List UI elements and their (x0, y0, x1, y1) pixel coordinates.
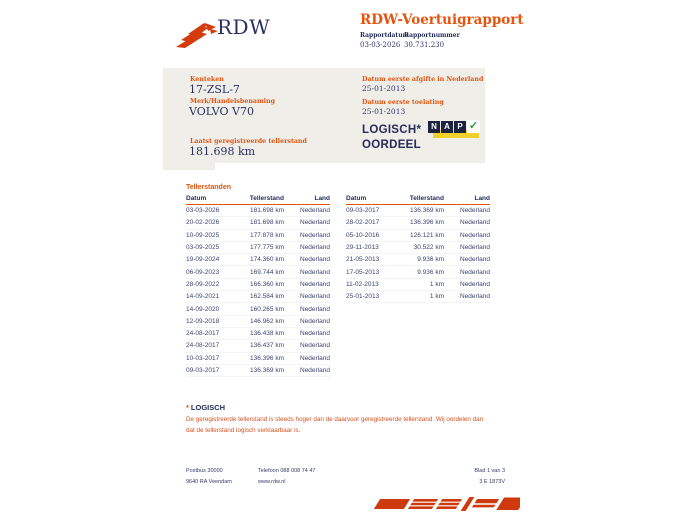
footer-form-code: 3 E 1873V (479, 479, 505, 485)
table-cell: 174.360 km (250, 256, 284, 264)
table-cell: 29-11-2013 (346, 244, 379, 252)
table-row (186, 291, 330, 303)
table-cell: 177.775 km (250, 244, 284, 252)
table-cell: 28-09-2022 (186, 280, 220, 288)
table-row (346, 254, 490, 266)
table-row (186, 303, 330, 315)
table-cell: 19-09-2024 (186, 256, 220, 264)
table-cell: 03-03-2026 (186, 207, 220, 215)
tellerstanden-table-right (346, 194, 490, 303)
report-date-value: 03-03-2026 (360, 41, 401, 49)
table-cell: 136.369 km (410, 207, 444, 215)
toelating-label: Datum eerste toelating (362, 99, 444, 106)
merk-value: VOLVO V70 (189, 105, 254, 118)
table-cell: 9.936 km (417, 256, 444, 264)
table-cell: 181.698 km (250, 207, 284, 215)
table-row (186, 266, 330, 278)
table-cell: 136.396 km (410, 219, 444, 227)
table-cell: Nederland (300, 305, 330, 313)
table-cell: Nederland (460, 268, 490, 276)
table-row (186, 279, 330, 291)
nap-check-icon: ✓ (468, 120, 479, 132)
table-cell: 21-05-2013 (346, 256, 380, 264)
table-cell: 11-02-2013 (346, 280, 379, 288)
table-row (186, 205, 330, 217)
oordeel-line2: OORDEEL (362, 139, 421, 151)
table-cell: Nederland (460, 244, 490, 252)
table-header-row (186, 194, 330, 205)
footer-address-line2: 9640 RA Veendam (186, 479, 232, 485)
table-row (186, 353, 330, 365)
table-row (346, 230, 490, 242)
kenteken-value: 17-ZSL-7 (189, 83, 240, 96)
footnote-title-text: LOGISCH (190, 403, 226, 412)
rdw-logo-text: RDW (217, 15, 271, 39)
table-cell: 12-09-2018 (186, 317, 220, 325)
nap-letter-n: N (428, 121, 440, 133)
table-cell: Nederland (460, 219, 490, 227)
table-cell: 14-09-2020 (186, 305, 220, 313)
footnote-body: De geregistreerde tellerstand is steeds hoger dan de daarvoor geregistreerde tellerstand. Wij oordelen dan dat de tellerstand logisch verklaarbaar is. (186, 416, 484, 434)
tellerstand-value: 181.698 km (189, 145, 256, 158)
table-cell: 09-03-2017 (186, 367, 220, 374)
table-cell: 05-10-2016 (346, 231, 380, 239)
table-cell: 9.936 km (417, 268, 444, 276)
table-header-row (346, 194, 490, 205)
table-cell: Nederland (300, 231, 330, 239)
table-row (346, 291, 490, 303)
table-cell: 09-03-2017 (346, 207, 380, 215)
table-cell: 169.744 km (250, 268, 284, 276)
table-row (186, 328, 330, 340)
table-cell: Nederland (300, 342, 330, 350)
footer-stripes-graphic (372, 496, 520, 513)
table-cell: Nederland (300, 219, 330, 227)
column-header-tellerstand: Tellerstand (409, 195, 444, 202)
footnote-asterisk: * (186, 403, 189, 412)
table-cell: Nederland (300, 367, 330, 374)
table-cell: 136.396 km (250, 354, 284, 362)
table-cell: Nederland (460, 256, 490, 264)
table-cell: Nederland (460, 280, 490, 288)
table-row (186, 217, 330, 229)
merk-label: Merk/Handelsbenaming (190, 98, 276, 105)
table-cell: 177.878 km (250, 231, 284, 239)
footer-address-line1: Postbus 30000 (186, 468, 223, 474)
footer-phone: Telefoon 088 008 74 47 (258, 468, 316, 474)
tellerstanden-title: Tellerstanden (186, 184, 231, 191)
footer-page-number: Blad 1 van 3 (474, 468, 505, 474)
tellerstand-label: Laatst geregistreerde tellerstand (190, 138, 307, 145)
table-cell: 166.360 km (250, 280, 284, 288)
afgifte-value: 25-01-2013 (362, 84, 406, 93)
table-cell: 25-01-2013 (346, 293, 380, 301)
table-cell: Nederland (460, 293, 490, 301)
table-row (186, 254, 330, 266)
table-cell: Nederland (460, 207, 490, 215)
table-cell: 30.522 km (413, 244, 444, 252)
table-cell: Nederland (460, 231, 490, 239)
table-cell: Nederland (300, 317, 330, 325)
table-cell: 160.265 km (250, 305, 284, 313)
table-cell: 136.437 km (250, 342, 284, 350)
table-cell: Nederland (300, 256, 330, 264)
column-header-land: Land (474, 195, 490, 202)
table-row (346, 217, 490, 229)
table-row (346, 279, 490, 291)
table-cell: 24-08-2017 (186, 330, 220, 338)
table-cell: 14-09-2021 (186, 293, 220, 301)
table-cell: Nederland (300, 244, 330, 252)
table-cell: Nederland (300, 354, 330, 362)
footer-contact (258, 466, 316, 488)
table-cell: 181.698 km (250, 219, 284, 227)
table-cell: 126.121 km (410, 231, 444, 239)
report-number-value: 30.731.230 (404, 41, 445, 49)
table-cell: Nederland (300, 280, 330, 288)
table-cell: 136.438 km (250, 330, 284, 338)
summary-box-tab (163, 163, 215, 170)
table-row (186, 340, 330, 352)
table-cell: 20-02-2026 (186, 219, 220, 227)
table-cell: Nederland (300, 330, 330, 338)
kenteken-label: Kenteken (190, 76, 224, 83)
table-cell: 1 km (429, 293, 444, 301)
footnote-title (186, 403, 225, 412)
table-row (186, 242, 330, 254)
table-cell: 1 km (429, 280, 444, 288)
report-date-label: Rapportdatum (360, 32, 409, 39)
table-cell: 10-09-2025 (186, 231, 220, 239)
table-cell: 10-03-2017 (186, 354, 220, 362)
column-header-land: Land (314, 195, 330, 202)
table-cell: Nederland (300, 207, 330, 215)
tellerstanden-table-left (186, 194, 330, 377)
table-row (186, 365, 330, 377)
table-row (346, 242, 490, 254)
oordeel-line1: LOGISCH* (362, 124, 422, 136)
afgifte-label: Datum eerste afgifte in Nederland (362, 76, 484, 83)
table-cell: 28-02-2017 (346, 219, 380, 227)
table-cell: Nederland (300, 268, 330, 276)
oordeel-text (362, 123, 421, 153)
nap-letter-p: P (454, 121, 466, 133)
column-header-datum: Datum (346, 195, 367, 202)
table-row (346, 266, 490, 278)
nap-logo (428, 121, 482, 142)
table-cell: Nederland (300, 293, 330, 301)
table-cell: 162.584 km (250, 293, 284, 301)
table-cell: 17-05-2013 (346, 268, 380, 276)
column-header-datum: Datum (186, 195, 207, 202)
toelating-value: 25-01-2013 (362, 107, 406, 116)
table-row (186, 316, 330, 328)
page-title: RDW-Voertuigrapport (360, 12, 524, 28)
nap-letter-a: A (441, 121, 453, 133)
footer-website: www.rdw.nl (258, 479, 286, 485)
table-cell: 06-09-2023 (186, 268, 220, 276)
table-cell: 03-09-2025 (186, 244, 220, 252)
table-cell: 24-08-2017 (186, 342, 220, 350)
report-number-label: Rapportnummer (404, 32, 460, 39)
table-cell: 146.962 km (250, 317, 284, 325)
rdw-logo-bird-icon (174, 20, 220, 52)
table-row (346, 205, 490, 217)
table-row (186, 230, 330, 242)
column-header-tellerstand: Tellerstand (249, 195, 284, 202)
footer-address (186, 466, 232, 488)
footer-page-info (400, 466, 505, 488)
table-cell: 136.369 km (250, 367, 284, 374)
